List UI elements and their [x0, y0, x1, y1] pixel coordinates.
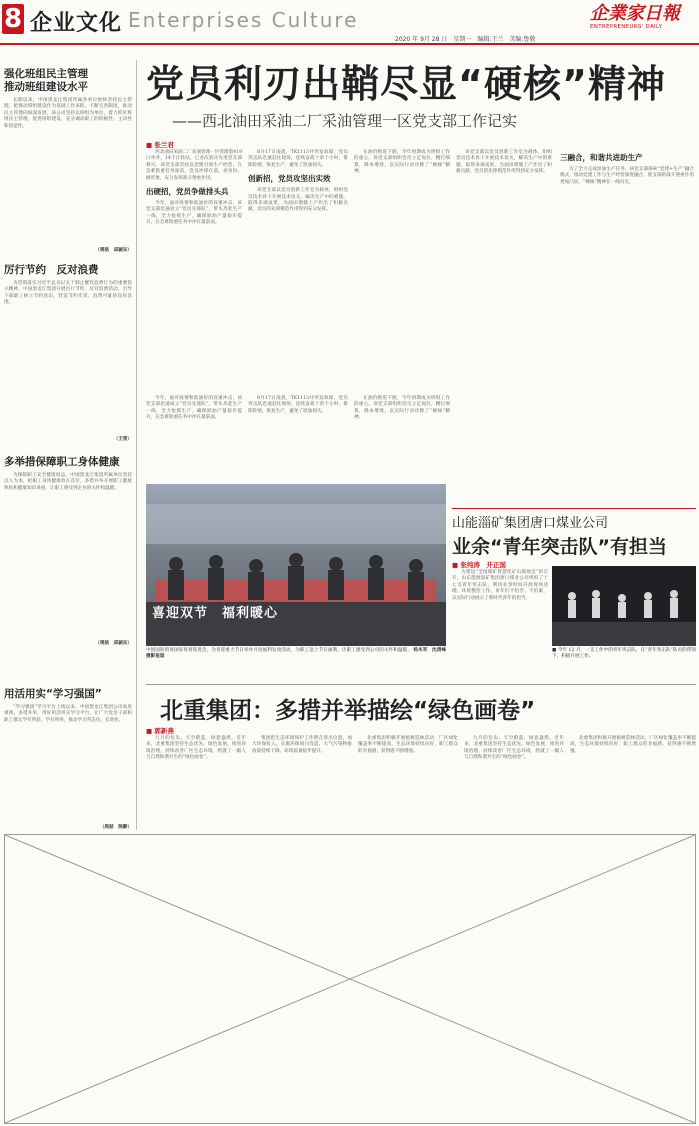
right-article-body: 为建设“全国煤矿智慧化矿山现场会”的召开，山东能源淄矿集团唐口煤业公司组织了十七支青年突击队，利用业余时间开展现场清理、环境整治工作。青年们不怕苦、不怕累，以实际行动展示了新时代青年的担当。 — [452, 570, 548, 601]
crowd-photo-icon — [146, 484, 446, 646]
right-headline-2: 业余“青年突击队”有担当 — [452, 536, 667, 558]
section-title-en: Enterprises Culture — [128, 8, 359, 32]
bottom-article-col: 北重集团积极开展植树造林活动，厂区绿化覆盖率不断提高，生态环境持续向好，职工群众的幸福感、获得感不断增强。 — [358, 736, 458, 754]
left-article — [4, 68, 132, 254]
column-divider — [136, 60, 137, 830]
main-subhead: 三融合，和谐共进助生产 — [560, 153, 643, 162]
left-article-body: “学习强国”学习平台上线以来，中国黑龙江集团公司高度重视，多措并举，用好用活用实学习平台，让广大党员干部和职工群众学有所获、学有所用，推动学习常态化、长效化。 — [4, 705, 132, 723]
festival-photo — [146, 484, 446, 646]
masthead — [0, 0, 699, 46]
bottom-byline: ■ 郭新燕 — [146, 727, 174, 735]
left-article-title: 推动班组建设水平 — [4, 81, 88, 93]
masthead-rule — [0, 43, 699, 45]
main-subhead: 创新招，党员攻坚出实效 — [248, 174, 331, 184]
main-subhead: 出硬招，党员争做排头兵 — [146, 187, 229, 197]
brand-name-cn: 企業家日報 — [590, 3, 680, 24]
main-article-col: 在油价断崖下跌，今年初期成为班组工作的重心。该党支部组织党员立足岗位，精打细算，降本增效，以实际行动诠释了“硬核”精神。 — [354, 150, 450, 175]
youth-team-photo — [552, 566, 696, 646]
main-byline: ■ 张兰君 — [146, 141, 174, 149]
main-article-col: 西北油田采油二厂采油管理一区管理着419口单井，14个计转站，已多次获评先进党支部称号。该党支部坚持以党建引领生产经营，在急难险重任务面前，党员冲锋在前，亮身份、树形象，充分发挥战斗堡垒作用。 出硬招，党员争做排头兵 今年，面对疫情和低油价的双重冲击，该党支部迅速成立“党员先锋队”，带头奔赴生产一线，全力抢抓生产，确保原油产量稳步提升，在急难险重任务中冲在最前面。 — [146, 150, 242, 226]
main-article-col: 在油价断崖下跌，今年初期成为班组工作的重心。该党支部组织党员立足岗位，精打细算，降本增效，以实际行动诠释了“硬核”精神。 — [354, 396, 450, 421]
left-article-body: 长期以来，中国黑龙江集团所属各单位始终坚持民主管理，把推动班组建设作为基础工作来抓，不断完善制度，推动民主管理向纵深发展。该公司坚持以班组为单位，着力抓好班组民主管理，促进班组建设，充分调动职工的积极性、主动性和创造性。 — [4, 98, 132, 129]
main-article-col: 今年，面对疫情和低油价的双重冲击，该党支部迅速成立“党员先锋队”，带头奔赴生产一线，全力抢抓生产，确保原油产量稳步提升，在急难险重任务中冲在最前面。 — [146, 396, 242, 421]
main-headline: 党员利刃出鞘尽显“硬核”精神 — [146, 62, 666, 106]
left-article-title: 强化班组民主管理 — [4, 68, 88, 80]
left-article-byline: （周喆 陈静） — [99, 825, 132, 830]
bottom-article-col: 北重集团积极开展植树造林活动，厂区绿化覆盖率不断提高，生态环境持续向好，职工群众的幸福感、获得感不断增强。 — [570, 736, 696, 754]
left-article-title: 多举措保障职工身体健康 — [4, 456, 120, 468]
brand-name-en: ENTREPRENEURS' DAILY — [590, 24, 663, 30]
left-article — [4, 264, 132, 443]
left-article-body: 为保障职工安全健康权益，中国黑龙江集团所属单位坚持以人为本，把职工身体健康放在首位，多措并举开展职工健康体检和健康知识讲座，让职工感受到企业的关怀和温暖。 — [4, 473, 132, 491]
right-headline-1: 山能淄矿集团唐口煤业公司 — [452, 516, 609, 531]
bottom-article-col: 集团把生态环境保护工作摆在突出位置，加大环保投入，实施环保项目改造，大气污染物排放量持续下降，环境质量稳步提升。 — [252, 736, 352, 754]
bottom-article-col: 九月的包头，天空蔚蓝，绿意盎然。近年来，北重集团坚持生态优先、绿色发展，推进环境治理，持续改善厂区生态环境，绘就了一幅人与自然和谐共生的“绿色画卷”。 — [146, 736, 246, 761]
left-article-title: 用活用实“学习强国” — [4, 688, 102, 700]
left-column — [4, 68, 132, 678]
youth-photo-caption: ■ 今年 12 月，一支工作中的青年突击队，在“青年突击队”队员的带领下，积极开展工作。 — [552, 648, 696, 660]
photo-caption-title: 喜迎双节 福利暖心 — [152, 606, 279, 621]
right-byline: ■ 张纯涛 开正国 — [452, 561, 506, 569]
ad-placeholder — [4, 834, 696, 1124]
main-article-col: 8月17日凌晨，TK1113井突发故障，党员突击队迅速赶往现场，连续奋战十余个小时，排除险情，恢复生产，避免了原油损失。 — [248, 396, 348, 414]
left-article-byline: （王雪） — [113, 437, 132, 442]
photo-credit: 杨木军 沈清峰 摄影报道 — [146, 648, 451, 660]
left-article — [4, 456, 132, 647]
workers-photo-icon — [552, 566, 696, 646]
photo-caption: 中国国际贸易国家贸易促进会，为喜迎重大节日举办月度福利发放活动，为职工送上节日福利，让职工感受到公司的关怀和温暖。 杨木军 沈清峰 摄影报道 — [146, 648, 451, 660]
placeholder-cross-icon — [5, 835, 695, 1123]
main-article-col: 该党支部以党员创新工作室为载体，组织党员技术骨干开展技术攻关，解决生产中的难题，取得多项成果，为油田增储上产作出了积极贡献，党员的先锋模范作用得到充分发挥。 — [456, 150, 552, 175]
main-subtitle: ——西北油田采油二厂采油管理一区党支部工作记实 — [172, 112, 518, 130]
left-article — [4, 688, 132, 831]
date-line: 2020 年 9月 28 日 星期一 编辑:王兰 美编:鲁敬 — [395, 36, 536, 43]
brand-logo — [590, 4, 696, 30]
left-article-byline: （周喆 邱颖东） — [95, 641, 132, 646]
section-title-cn: 企业文化 — [30, 11, 123, 36]
bottom-headline: 北重集团：多措并举描绘“绿色画卷” — [160, 698, 536, 724]
page-number-badge — [2, 4, 24, 34]
page-number: 8 — [3, 4, 23, 34]
right-article-rule — [452, 508, 696, 509]
bottom-rule — [146, 684, 696, 685]
main-article-col: 8月17日凌晨，TK1113井突发故障，党员突击队迅速赶往现场，连续奋战十余个小时，排除险情，恢复生产，避免了原油损失。 创新招，党员攻坚出实效 该党支部以党员创新工作室为载体，组织党员技术骨干开展技术攻关，解决生产中的难题，取得多项成果，为油田增储上产作出了积极贡献，党员的先锋模范作用得到充分发挥。 — [248, 150, 348, 213]
left-article-body: 为贯彻落实习近平总书记关于制止餐饮浪费行为的重要指示精神，中国黑龙江集团开展厉行节约、反对浪费活动，引导干部职工树立节约意识，营造节约光荣、浪费可耻的良好氛围。 — [4, 281, 132, 306]
left-article-title: 厉行节约 反对浪费 — [4, 264, 99, 276]
left-article-byline: （周喆 邱颖东） — [95, 248, 132, 253]
main-article-col: 三融合，和谐共进助生产 为了全力完成原油生产任务，该党支部探索“党建+生产”融合模式，推动党建工作与生产经营深度融合，使支部的战斗堡垒作用更加凸显，“硬核”精神在一线闪光。 — [560, 153, 694, 185]
bottom-article-col: 九月的包头，天空蔚蓝，绿意盎然。近年来，北重集团坚持生态优先、绿色发展，推进环境治理，持续改善厂区生态环境，绘就了一幅人与自然和谐共生的“绿色画卷”。 — [464, 736, 564, 761]
